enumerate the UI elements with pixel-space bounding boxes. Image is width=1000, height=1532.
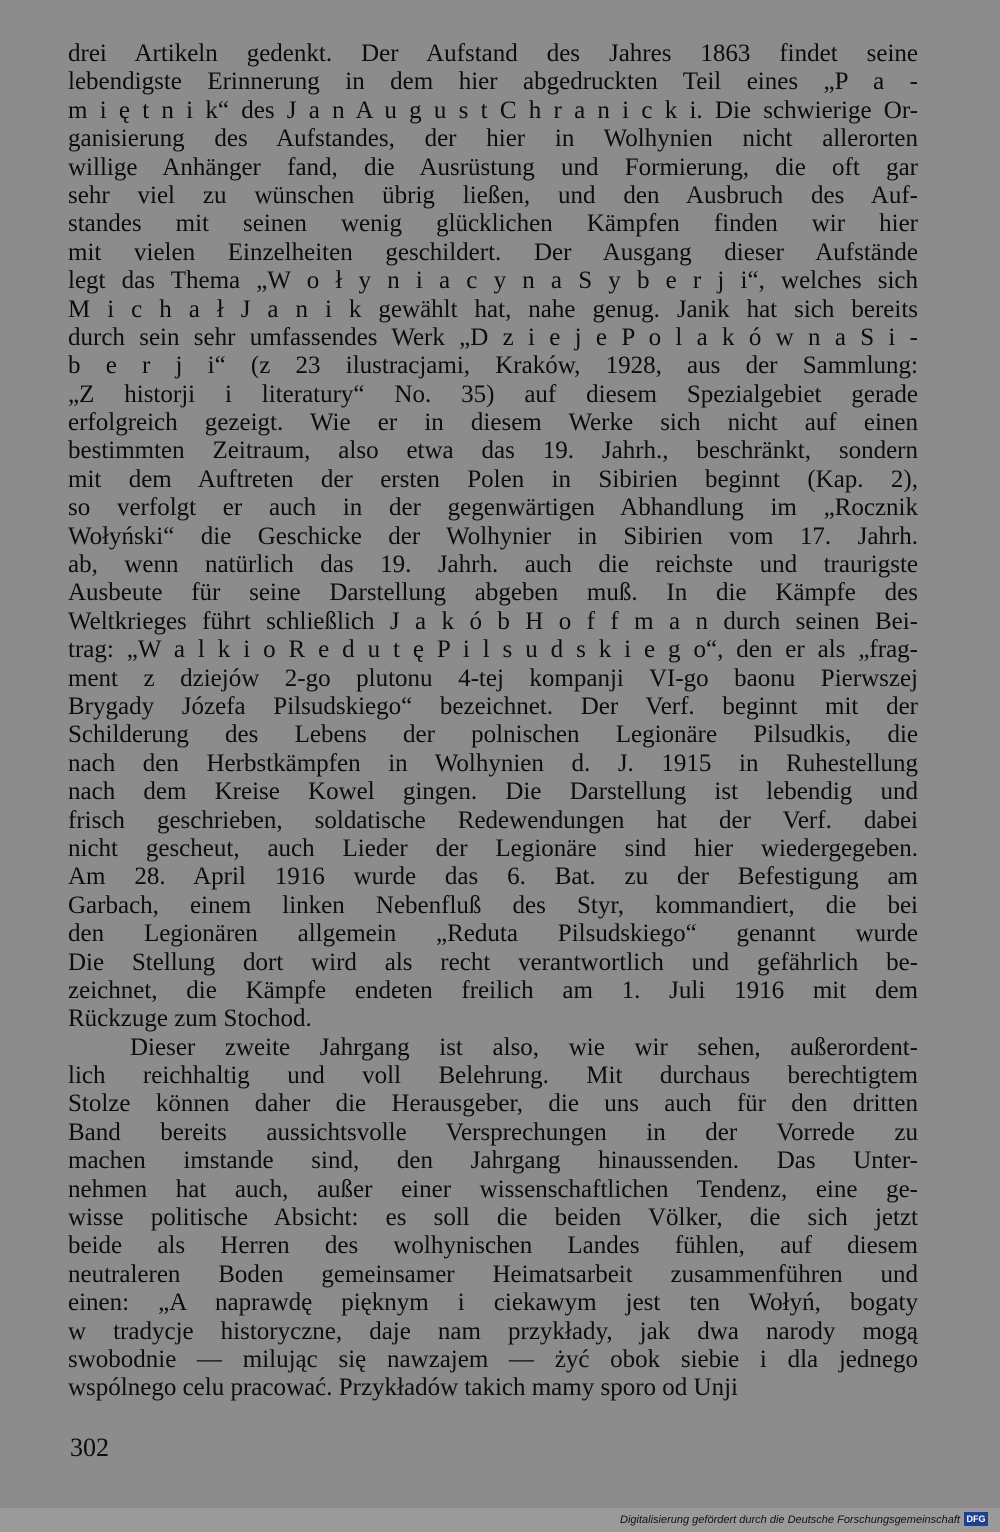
text-line: durch sein sehr umfassendes Werk „D z i e j e P o l a k ó w n a S i -	[68, 323, 918, 351]
text-line: bestimmten Zeitraum, also etwa das 19. Jahrh., beschränkt, sondern	[68, 437, 918, 465]
text-line: mit vielen Einzelheiten geschildert. Der Ausgang dieser Aufstände	[68, 238, 918, 266]
text-line: Brygady Józefa Pilsudskiego“ bezeichnet. Der Verf. beginnt mit der	[68, 692, 918, 720]
text-line: beide als Herren des wolhynischen Landes fühlen, auf diesem	[68, 1232, 918, 1260]
text-line: nehmen hat auch, außer einer wissenschaftlichen Tendenz, eine ge-	[68, 1175, 918, 1203]
text-line: Weltkrieges führt schließlich J a k ó b H o f f m a n durch seinen Bei-	[68, 607, 918, 635]
text-line: Die Stellung dort wird als recht verantwortlich und gefährlich be-	[68, 948, 918, 976]
text-line: Schilderung des Lebens der polnischen Legionäre Pilsudkis, die	[68, 721, 918, 749]
text-line: Ausbeute für seine Darstellung abgeben muß. In die Kämpfe des	[68, 579, 918, 607]
text-line: einen: „A naprawdę pięknym i ciekawym jest ten Wołyń, bogaty	[68, 1289, 918, 1317]
text-line: ab, wenn natürlich das 19. Jahrh. auch die reichste und traurigste	[68, 551, 918, 579]
text-line: trag: „W a l k i o R e d u t ę P i l s u d s k i e g o“, den er als „frag-	[68, 636, 918, 664]
text-line: swobodnie — milując się nawzajem — żyć obok siebie i dla jednego	[68, 1345, 918, 1373]
text-line: b e r j i“ (z 23 ilustracjami, Kraków, 1928, aus der Sammlung:	[68, 352, 918, 380]
dfg-logo: DFG	[964, 1512, 988, 1526]
text-line: Dieser zweite Jahrgang ist also, wie wir sehen, außerordent-	[130, 1033, 918, 1061]
text-line: „Z historji i literatury“ No. 35) auf diesem Spezialgebiet gerade	[68, 380, 918, 408]
text-line: Rückzuge zum Stochod.	[68, 1005, 312, 1033]
text-line: drei Artikeln gedenkt. Der Aufstand des Jahres 1863 findet seine	[68, 40, 918, 67]
text-line: willige Anhänger fand, die Ausrüstung und Formierung, die oft gar	[68, 153, 918, 181]
text-line: standes mit seinen wenig glücklichen Kämpfen finden wir hier	[68, 210, 918, 238]
digitization-credit: Digitalisierung gefördert durch die Deutsche Forschungsgemeinschaft	[620, 1514, 960, 1526]
text-line: ment z dziejów 2-go plutonu 4-tej kompanji VI-go baonu Pierwszej	[68, 664, 918, 692]
text-line: Stolze können daher die Herausgeber, die uns auch für den dritten	[68, 1090, 918, 1118]
body-text	[68, 40, 918, 1403]
text-line: nach dem Kreise Kowel gingen. Die Darstellung ist lebendig und	[68, 778, 918, 806]
text-line: erfolgreich gezeigt. Wie er in diesem Werke sich nicht auf einen	[68, 409, 918, 437]
text-line: nicht gescheut, auch Lieder der Legionäre sind hier wiedergegeben.	[68, 834, 918, 862]
text-line: wspólnego celu pracować. Przykładów takich mamy sporo od Unji	[68, 1374, 738, 1402]
text-line: m i ę t n i k“ des J a n A u g u s t C h r a n i c k i. Die schwierige Or-	[68, 96, 918, 124]
text-line: frisch geschrieben, soldatische Redewendungen hat der Verf. dabei	[68, 806, 918, 834]
text-line: nach den Herbstkämpfen in Wolhynien d. J. 1915 in Ruhestellung	[68, 749, 918, 777]
text-line: sehr viel zu wünschen übrig ließen, und den Ausbruch des Auf-	[68, 181, 918, 209]
text-line: M i c h a ł J a n i k gewählt hat, nahe genug. Janik hat sich bereits	[68, 295, 918, 323]
text-line: mit dem Auftreten der ersten Polen in Sibirien beginnt (Kap. 2),	[68, 465, 918, 493]
text-line: so verfolgt er auch in der gegenwärtigen Abhandlung im „Rocznik	[68, 494, 918, 522]
text-line: legt das Thema „W o ł y n i a c y n a S y b e r j i“, welches sich	[68, 267, 918, 295]
text-line: w tradycje historyczne, daje nam przykłady, jak dwa narody mogą	[68, 1317, 918, 1345]
text-line: den Legionären allgemein „Reduta Pilsudskiego“ genannt wurde	[68, 920, 918, 948]
text-line: lebendigste Erinnerung in dem hier abgedruckten Teil eines „P a -	[68, 68, 918, 96]
page-number: 302	[70, 1433, 109, 1462]
text-line: Band bereits aussichtsvolle Versprechungen in der Vorrede zu	[68, 1118, 918, 1146]
text-line: neutraleren Boden gemeinsamer Heimatsarbeit zusammenführen und	[68, 1260, 918, 1288]
text-line: zeichnet, die Kämpfe endeten freilich am 1. Juli 1916 mit dem	[68, 976, 918, 1004]
text-line: machen imstande sind, den Jahrgang hinaussenden. Das Unter-	[68, 1147, 918, 1175]
text-line: lich reichhaltig und voll Belehrung. Mit durchaus berechtigtem	[68, 1062, 918, 1090]
text-line: Wołyński“ die Geschicke der Wolhynier in Sibirien vom 17. Jahrh.	[68, 522, 918, 550]
text-line: ganisierung des Aufstandes, der hier in Wolhynien nicht allerorten	[68, 125, 918, 153]
text-line: wisse politische Absicht: es soll die beiden Völker, die sich jetzt	[68, 1204, 918, 1232]
text-line: Am 28. April 1916 wurde das 6. Bat. zu der Befestigung am	[68, 863, 918, 891]
text-line: Garbach, einem linken Nebenfluß des Styr, kommandiert, die bei	[68, 891, 918, 919]
